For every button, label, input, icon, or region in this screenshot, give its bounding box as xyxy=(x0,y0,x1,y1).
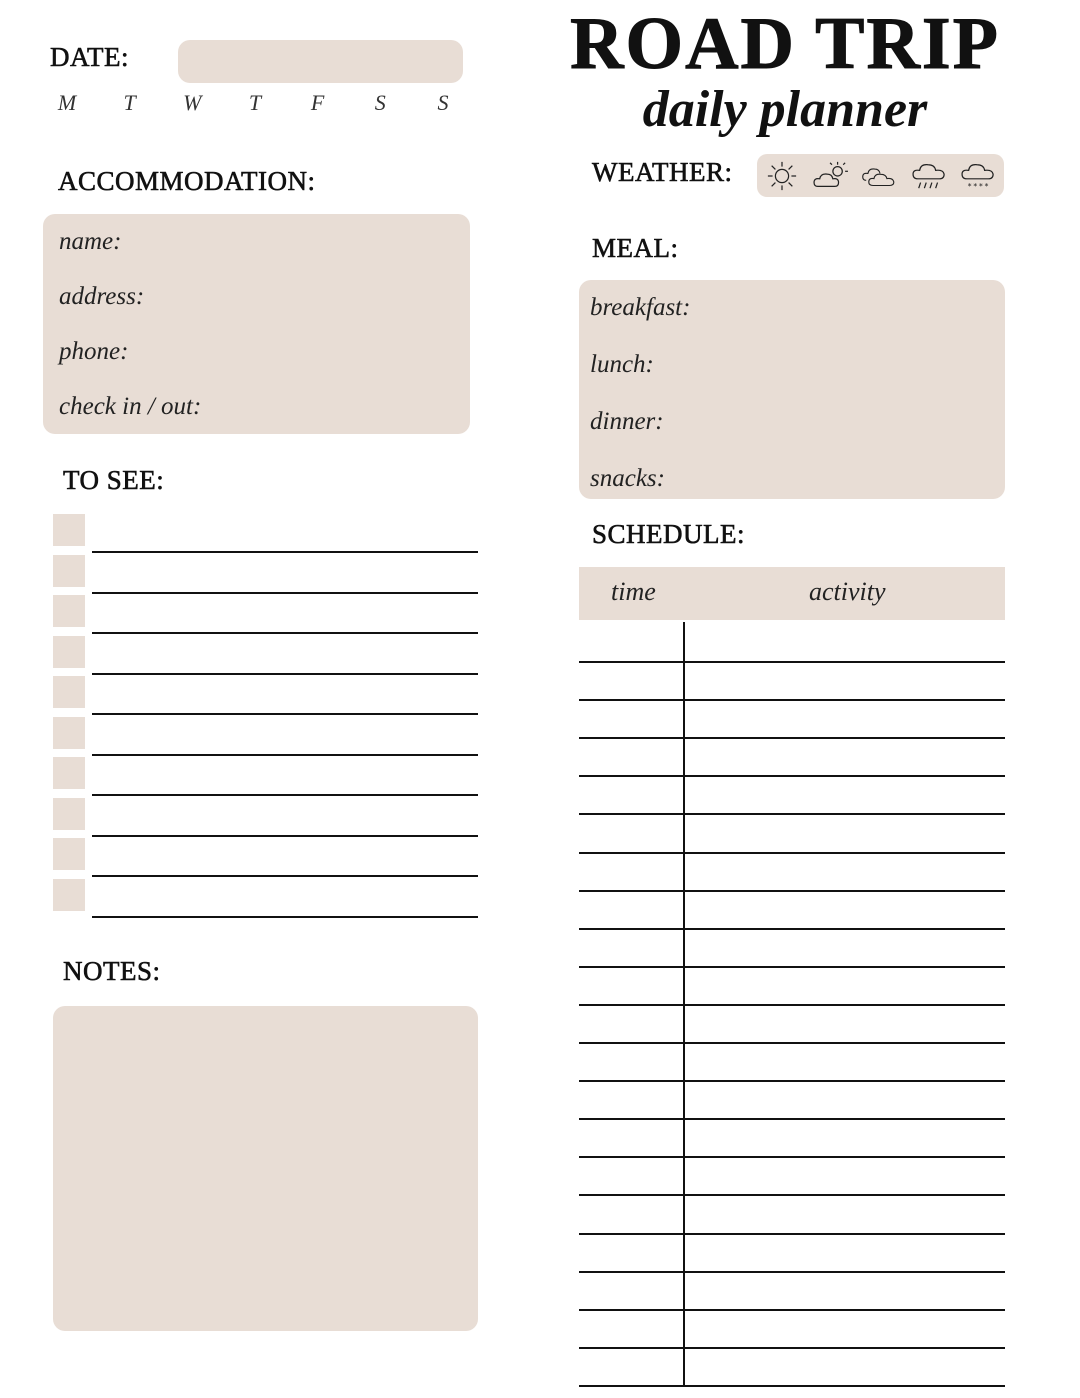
date-field[interactable] xyxy=(178,40,463,83)
schedule-row-line[interactable] xyxy=(579,813,1005,815)
to-see-line[interactable] xyxy=(92,592,478,594)
schedule-heading: SCHEDULE: xyxy=(592,519,745,549)
weekday-sun[interactable]: S xyxy=(437,90,449,115)
schedule-row-line[interactable] xyxy=(579,928,1005,930)
accommodation-name-label: name: xyxy=(59,228,122,255)
meal-snacks-label: snacks: xyxy=(590,465,665,492)
accommodation-checkin-label: check in / out: xyxy=(59,393,202,420)
weekday-thu[interactable]: T xyxy=(248,90,262,115)
sun-icon[interactable] xyxy=(763,160,801,192)
to-see-line[interactable] xyxy=(92,916,478,918)
cloudy-icon[interactable] xyxy=(861,160,899,192)
to-see-line[interactable] xyxy=(92,551,478,553)
to-see-checkbox[interactable] xyxy=(53,838,85,870)
weather-icon-row xyxy=(757,154,1004,197)
notes-area[interactable] xyxy=(53,1006,478,1331)
weekday-sat[interactable]: S xyxy=(374,90,386,115)
rain-icon[interactable] xyxy=(911,160,949,192)
to-see-checkbox[interactable] xyxy=(53,636,85,668)
to-see-line[interactable] xyxy=(92,794,478,796)
meal-panel[interactable] xyxy=(579,280,1005,499)
page-subtitle: daily planner xyxy=(642,81,928,138)
schedule-row-line[interactable] xyxy=(579,1004,1005,1006)
schedule-header xyxy=(579,567,1005,620)
meal-lunch-label: lunch: xyxy=(590,351,654,378)
weekday-mon[interactable]: M xyxy=(57,90,77,115)
meal-dinner-label: dinner: xyxy=(590,408,664,435)
to-see-checkbox[interactable] xyxy=(53,676,85,708)
to-see-checkbox[interactable] xyxy=(53,555,85,587)
schedule-row-line[interactable] xyxy=(579,1347,1005,1349)
weekday-wed[interactable]: W xyxy=(183,90,202,115)
to-see-checkbox[interactable] xyxy=(53,757,85,789)
to-see-line[interactable] xyxy=(92,632,478,634)
schedule-row-line[interactable] xyxy=(579,1080,1005,1082)
to-see-line[interactable] xyxy=(92,673,478,675)
schedule-row-line[interactable] xyxy=(579,1309,1005,1311)
schedule-row-line[interactable] xyxy=(579,1118,1005,1120)
notes-heading: NOTES: xyxy=(63,956,161,986)
svg-text:*: * xyxy=(967,181,972,191)
schedule-row-line[interactable] xyxy=(579,966,1005,968)
schedule-column-divider xyxy=(683,622,685,1385)
schedule-row-line[interactable] xyxy=(579,852,1005,854)
weekday-tue[interactable]: T xyxy=(123,90,136,115)
schedule-row-line[interactable] xyxy=(579,661,1005,663)
schedule-row-line[interactable] xyxy=(579,775,1005,777)
schedule-time-header: time xyxy=(611,577,656,606)
schedule-row-line[interactable] xyxy=(579,699,1005,701)
to-see-heading: TO SEE: xyxy=(63,465,165,495)
schedule-row-line[interactable] xyxy=(579,1385,1005,1387)
partly-cloudy-icon[interactable] xyxy=(812,160,850,192)
schedule-activity-header: activity xyxy=(809,577,886,606)
schedule-row-line[interactable] xyxy=(579,1271,1005,1273)
weekday-fri[interactable]: F xyxy=(310,90,325,115)
to-see-checkbox[interactable] xyxy=(53,798,85,830)
to-see-line[interactable] xyxy=(92,835,478,837)
to-see-checkbox[interactable] xyxy=(53,717,85,749)
to-see-line[interactable] xyxy=(92,875,478,877)
svg-text:*: * xyxy=(984,181,989,191)
svg-text:*: * xyxy=(973,181,978,191)
to-see-checkbox[interactable] xyxy=(53,595,85,627)
schedule-row-line[interactable] xyxy=(579,1156,1005,1158)
to-see-line[interactable] xyxy=(92,754,478,756)
weekday-row xyxy=(55,90,455,116)
to-see-checkbox[interactable] xyxy=(53,879,85,911)
schedule-row-line[interactable] xyxy=(579,1233,1005,1235)
weather-label: WEATHER: xyxy=(592,157,733,187)
schedule-row-line[interactable] xyxy=(579,737,1005,739)
to-see-line[interactable] xyxy=(92,713,478,715)
date-label: DATE: xyxy=(50,42,129,72)
accommodation-phone-label: phone: xyxy=(59,338,129,365)
meal-heading: MEAL: xyxy=(592,233,679,263)
meal-breakfast-label: breakfast: xyxy=(590,294,691,321)
page-title: ROAD TRIP xyxy=(570,3,1000,85)
svg-text:*: * xyxy=(979,181,984,191)
accommodation-address-label: address: xyxy=(59,283,145,310)
accommodation-panel[interactable] xyxy=(43,214,470,434)
snow-icon[interactable] xyxy=(960,160,998,192)
schedule-row-line[interactable] xyxy=(579,890,1005,892)
schedule-row-line[interactable] xyxy=(579,1042,1005,1044)
schedule-row-line[interactable] xyxy=(579,1194,1005,1196)
to-see-checkbox[interactable] xyxy=(53,514,85,546)
accommodation-heading: ACCOMMODATION: xyxy=(58,166,316,196)
